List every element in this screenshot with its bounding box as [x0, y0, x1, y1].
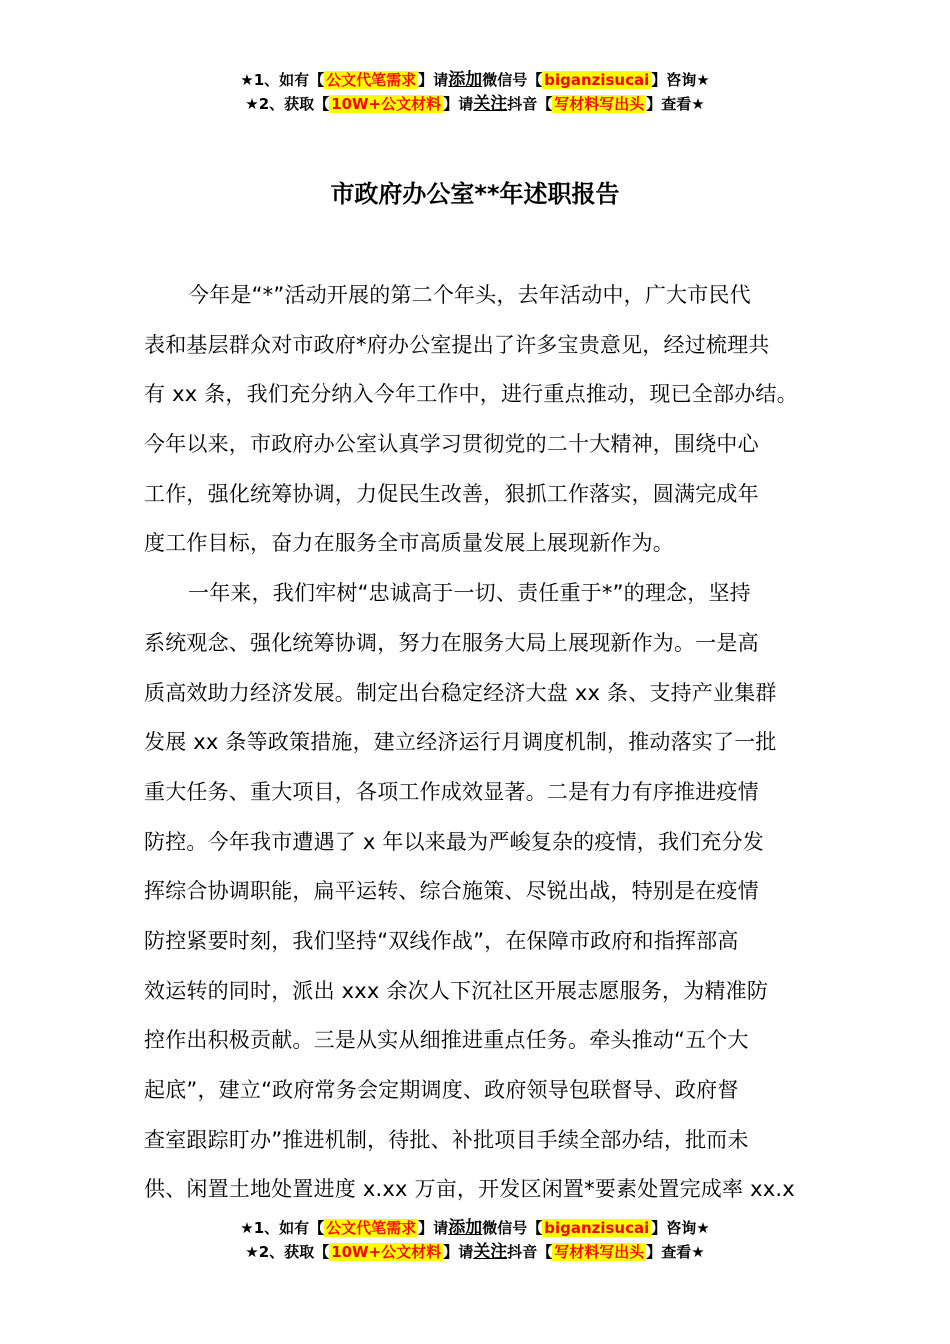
- body-line: 今年以来，市政府办公室认真学习贯彻党的二十大精神，围绕中心: [144, 432, 759, 457]
- banner-highlight: 公文代笔需求: [326, 1219, 417, 1237]
- body-line: 效运转的同时，派出 xxx 余次人下沉社区开展志愿服务，为精准防: [144, 978, 769, 1003]
- banner-text: ★2、获取【: [245, 1243, 330, 1261]
- body-line: 度工作目标，奋力在服务全市高质量发展上展现新作为。: [144, 531, 674, 556]
- body-line: 发展 xx 条等政策措施，建立经济运行月调度机制，推动落实了一批: [144, 730, 777, 755]
- banner-line-1: [0, 68, 950, 92]
- banner-text: 抖音【: [507, 1243, 553, 1261]
- body-line: 系统观念、强化统筹协调，努力在服务大局上展现新作为。一是高: [144, 630, 759, 655]
- banner-text: 】咨询★: [651, 1219, 710, 1237]
- body-line: 挥综合协调职能，扁平运转、综合施策、尽锐出战，特别是在疫情: [144, 879, 759, 904]
- banner-text: 微信号【: [482, 71, 543, 89]
- banner-highlight: biganzisucai: [544, 1219, 650, 1237]
- banner-highlight: 公文代笔需求: [326, 71, 417, 89]
- body-line: 一年来，我们牢树“忠诚高于一切、责任重于*”的理念，坚持: [188, 581, 751, 606]
- document-title: 市政府办公室**年述职报告: [330, 180, 620, 208]
- banner-line-2: [0, 1240, 950, 1264]
- footer-banner: [0, 1216, 950, 1264]
- document-body: [144, 271, 814, 1215]
- body-line: 工作，强化统筹协调，力促民生改善，狠抓工作落实，圆满完成年: [144, 481, 759, 506]
- banner-text: 】查看★: [646, 95, 705, 113]
- banner-text: 】咨询★: [651, 71, 710, 89]
- banner-highlight: 写材料写出头: [554, 95, 645, 113]
- banner-highlight: 10W+公文材料: [331, 95, 442, 113]
- banner-text: 】查看★: [646, 1243, 705, 1261]
- banner-text: ★2、获取【: [245, 95, 330, 113]
- body-line: 表和基层群众对市政府*府办公室提出了许多宝贵意见，经过梳理共: [144, 332, 770, 357]
- body-line: 防控。今年我市遭遇了 x 年以来最为严峻复杂的疫情，我们充分发: [144, 829, 764, 854]
- banner-text: 】请: [418, 71, 449, 89]
- banner-emphasis: 添加: [448, 70, 483, 90]
- banner-text: ★1、如有【: [240, 71, 325, 89]
- body-line: 质高效助力经济发展。制定出台稳定经济大盘 xx 条、支持产业集群: [144, 680, 777, 705]
- banner-text: 】请: [443, 1243, 474, 1261]
- banner-text: 】请: [443, 95, 474, 113]
- banner-emphasis: 关注: [473, 94, 508, 114]
- body-line: 供、闲置土地处置进度 x.xx 万亩，开发区闲置*要素处置完成率 xx.x: [144, 1177, 795, 1202]
- body-line: 重大任务、重大项目，各项工作成效显著。二是有力有序推进疫情: [144, 779, 759, 804]
- body-line: 今年是“*”活动开展的第二个年头，去年活动中，广大市民代: [188, 283, 751, 307]
- banner-text: 微信号【: [482, 1219, 543, 1237]
- banner-emphasis: 添加: [448, 1218, 483, 1238]
- banner-line-2: [0, 92, 950, 116]
- body-line: 有 xx 条，我们充分纳入今年工作中，进行重点推动，现已全部办结。: [144, 382, 798, 407]
- body-line: 防控紧要时刻，我们坚持“双线作战”，在保障市政府和指挥部高: [144, 928, 739, 953]
- body-line: 控作出积极贡献。三是从实从细推进重点任务。牵头推动“五个大: [144, 1028, 749, 1053]
- banner-highlight: 10W+公文材料: [331, 1243, 442, 1261]
- banner-text: 抖音【: [507, 95, 553, 113]
- banner-line-1: [0, 1216, 950, 1240]
- banner-text: 】请: [418, 1219, 449, 1237]
- header-banner: [0, 68, 950, 116]
- banner-text: ★1、如有【: [240, 1219, 325, 1237]
- body-line: 起底”，建立“政府常务会定期调度、政府领导包联督导、政府督: [144, 1078, 739, 1102]
- banner-emphasis: 关注: [473, 1242, 508, 1262]
- banner-highlight: 写材料写出头: [554, 1243, 645, 1261]
- banner-highlight: biganzisucai: [544, 71, 650, 89]
- body-line: 查室跟踪盯办”推进机制，待批、补批项目手续全部办结，批而未: [144, 1127, 749, 1152]
